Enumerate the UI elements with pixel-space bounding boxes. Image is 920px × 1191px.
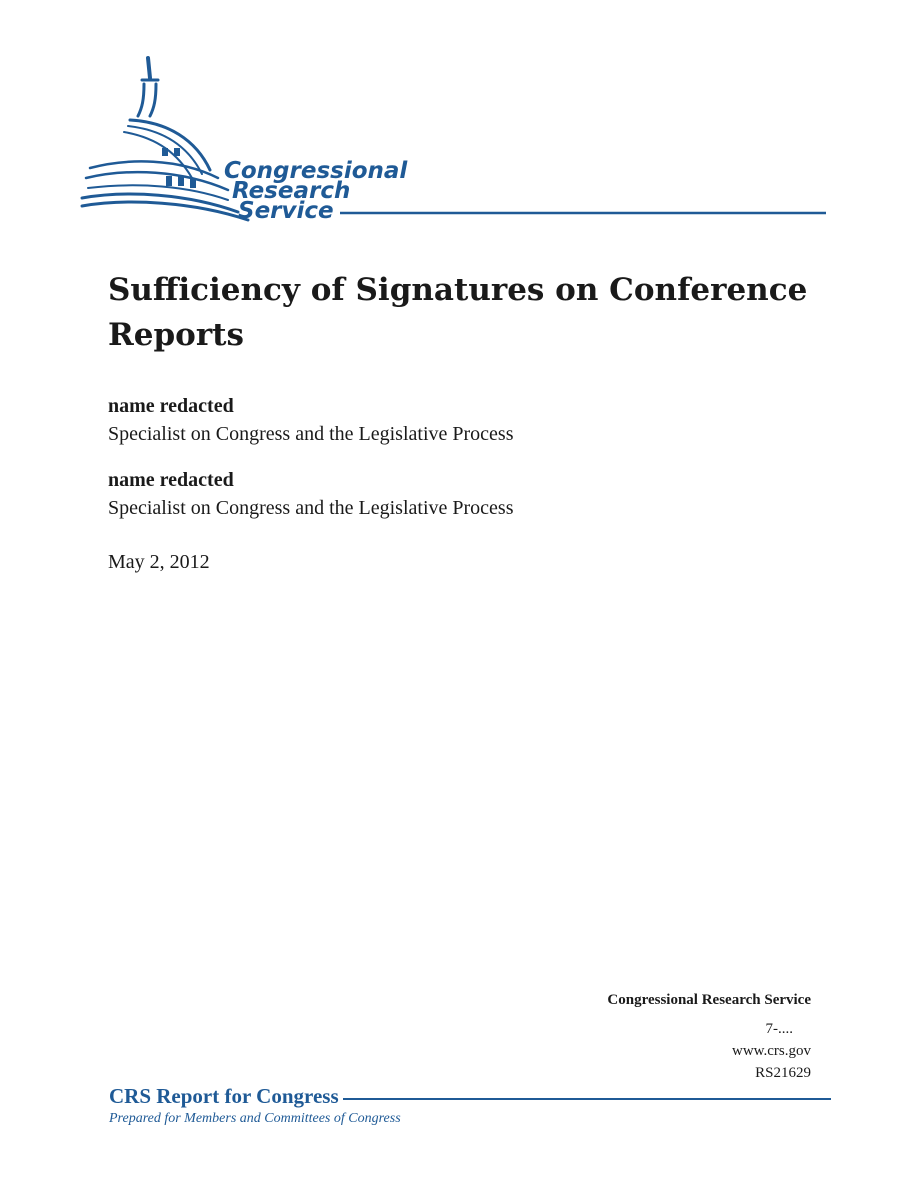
author-name: name redacted <box>108 395 234 417</box>
author-role: Specialist on Congress and the Legislative Process <box>108 497 514 519</box>
author-block-1 <box>108 393 808 449</box>
report-title: Sufficiency of Signatures on Conference Reports <box>108 272 808 353</box>
author-name: name redacted <box>108 469 234 491</box>
author-role: Specialist on Congress and the Legislative Process <box>108 423 514 445</box>
footer-report-number: RS21629 <box>755 1065 811 1081</box>
logo-text-line1: Congressional <box>224 158 408 184</box>
crs-logo <box>78 50 838 230</box>
capitol-dome-icon <box>78 50 838 230</box>
footer-info <box>607 990 811 1084</box>
logo-text-line3: Service <box>238 198 334 224</box>
author-block-2 <box>108 467 808 523</box>
logo-text-line2: Research <box>232 178 351 204</box>
report-date: May 2, 2012 <box>108 551 210 573</box>
footer-org: Congressional Research Service <box>607 992 811 1008</box>
series-subtitle: Prepared for Members and Committees of Congress <box>109 1111 401 1126</box>
footer-phone: 7-.... <box>765 1021 793 1037</box>
series-head <box>109 1084 831 1109</box>
series-title: CRS Report for Congress <box>109 1084 339 1108</box>
footer-website[interactable]: www.crs.gov <box>731 1043 811 1059</box>
series-rule <box>343 1098 831 1100</box>
series-banner <box>109 1084 831 1127</box>
